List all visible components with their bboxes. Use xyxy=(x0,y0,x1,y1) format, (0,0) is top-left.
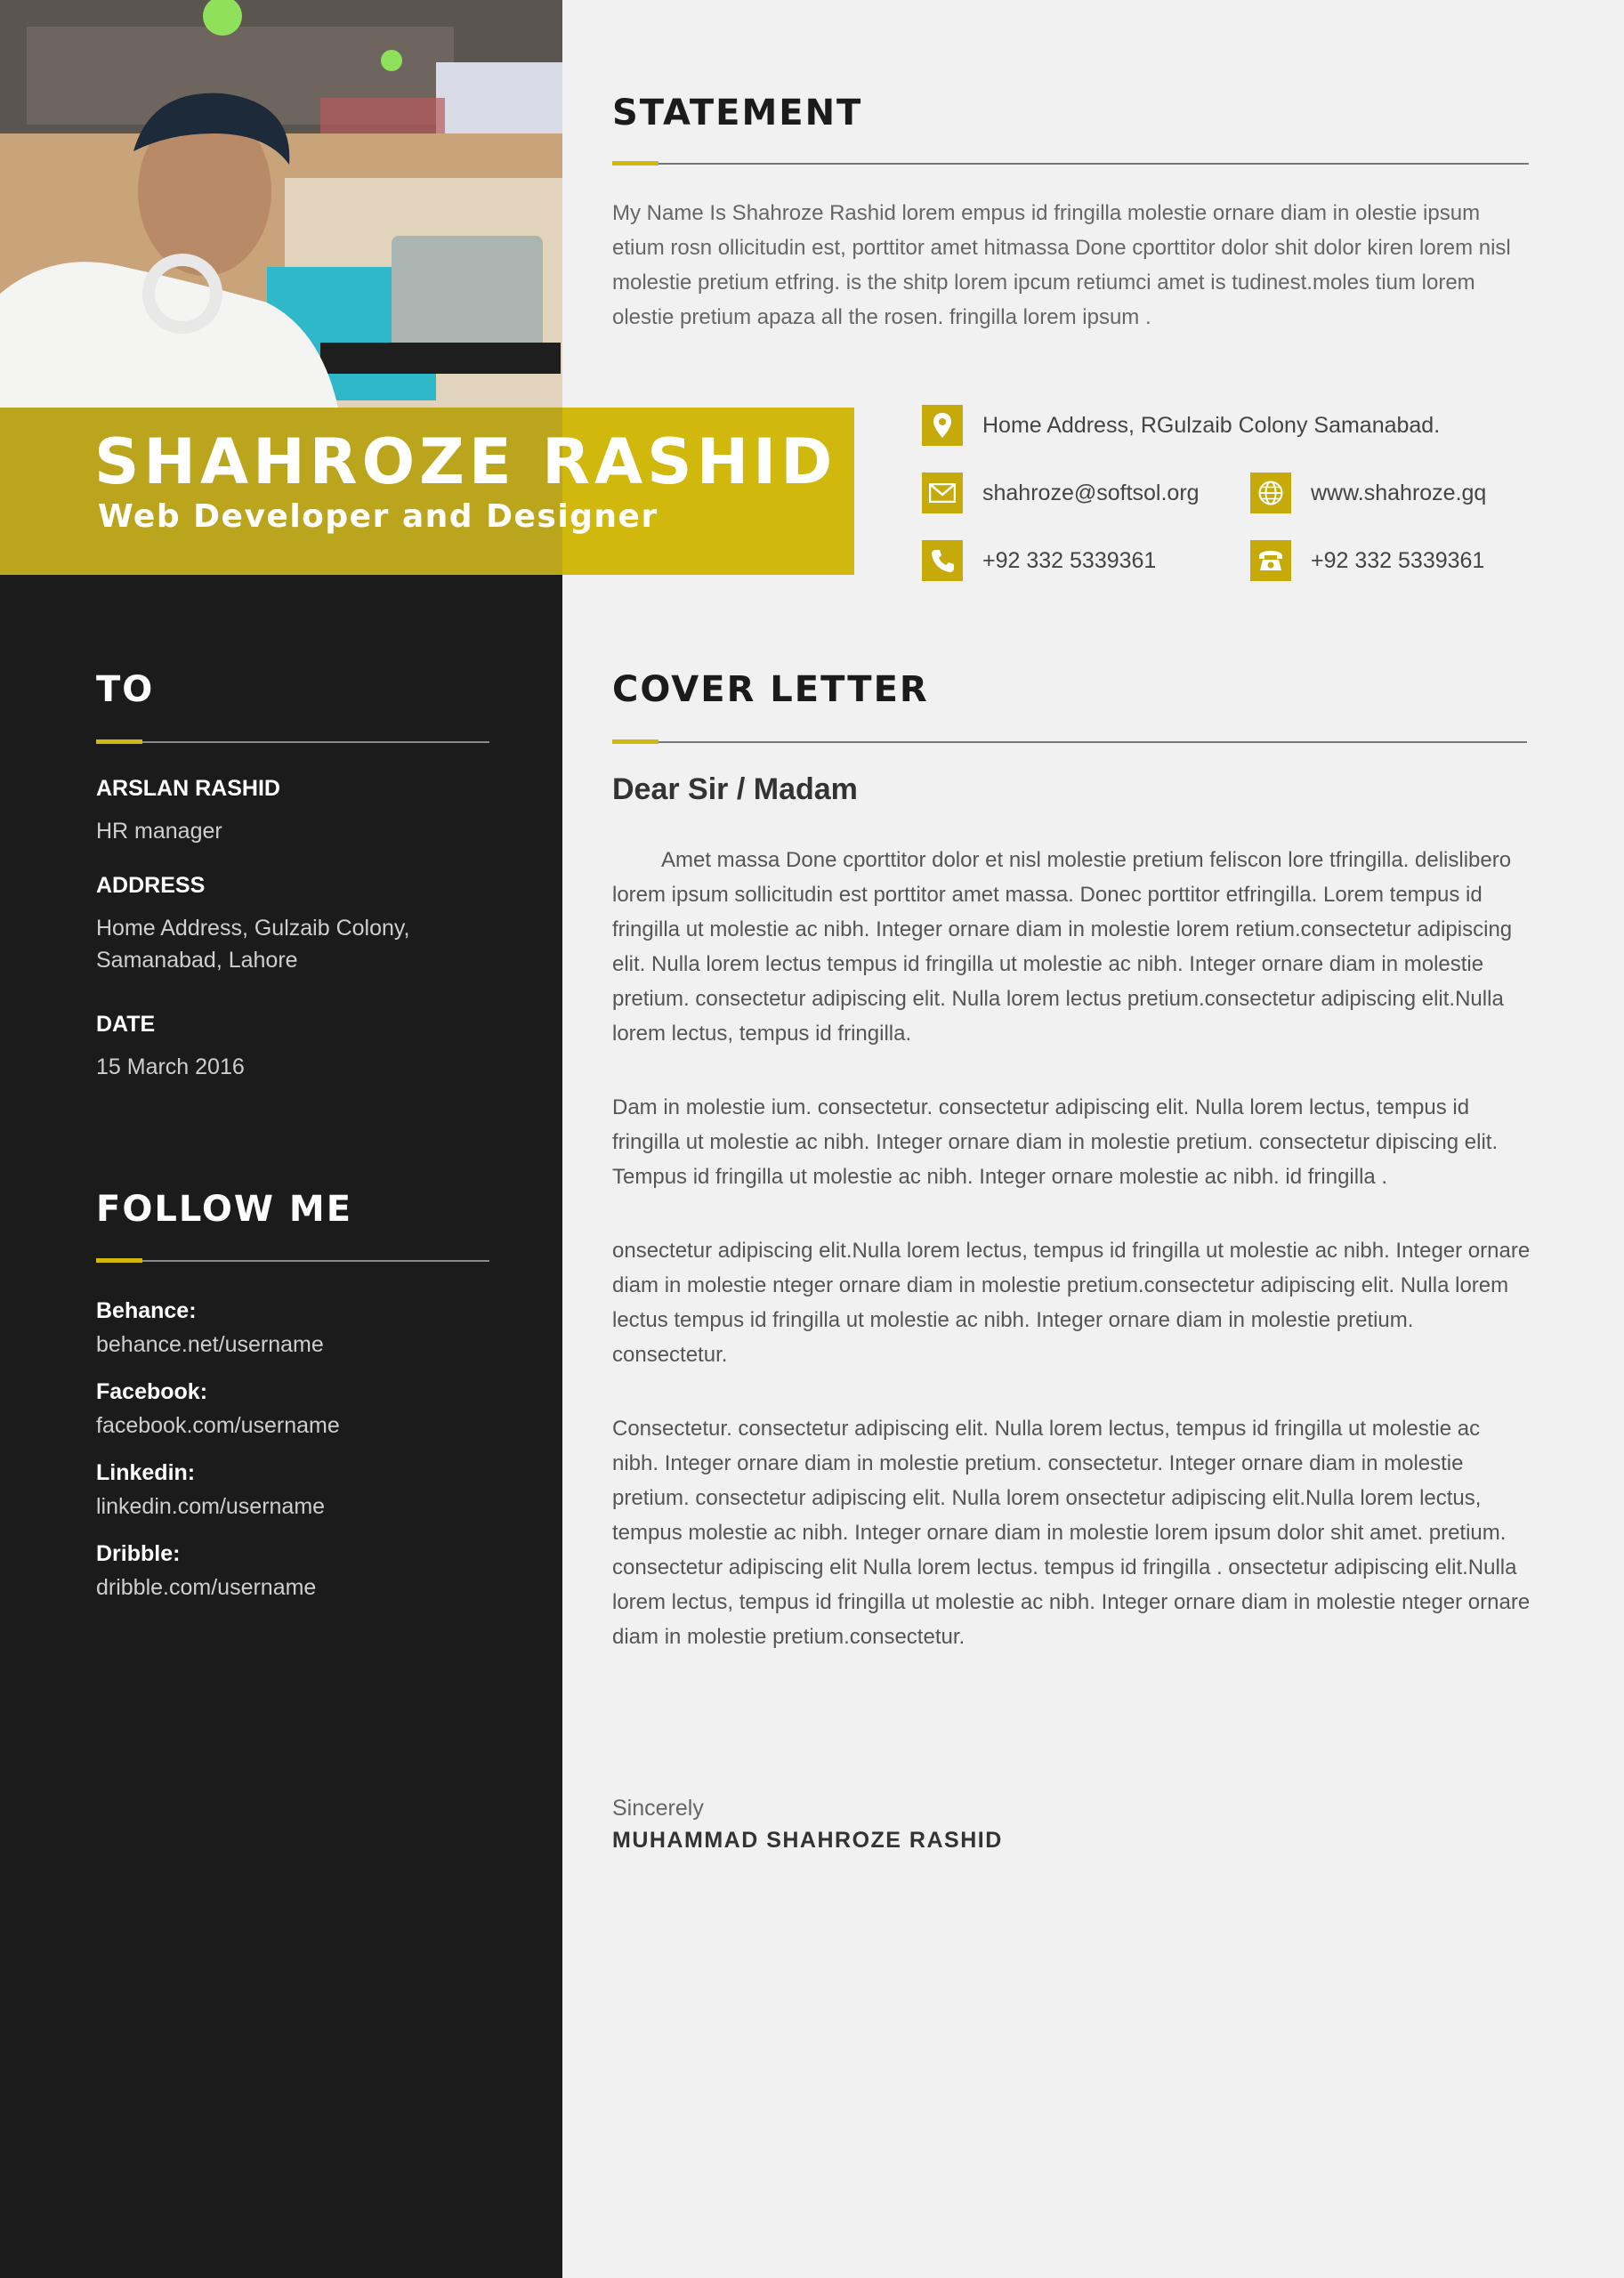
applicant-job-title: Web Developer and Designer xyxy=(98,498,658,535)
contact-mobile-text: +92 332 5339361 xyxy=(982,547,1157,573)
linkedin-link[interactable]: linkedin.com/username xyxy=(96,1494,326,1519)
recipient-address-line1: Home Address, Gulzaib Colony, xyxy=(96,916,410,941)
contact-website xyxy=(1250,473,1486,513)
address-label: ADDRESS xyxy=(96,873,206,898)
contact-phone xyxy=(1250,540,1484,581)
letter-greeting: Dear Sir / Madam xyxy=(612,772,858,806)
facebook-label: Facebook: xyxy=(96,1379,208,1404)
to-divider xyxy=(96,741,489,743)
letter-paragraph-1: Amet massa Done cporttitor dolor et nisl molestie pretium feliscon lore tfringilla. delislibero lorem ipsum sollicitudin est porttitor amet massa. Donec porttitor etfringilla. Lorem tempus id fringilla ut molestie ac nibh. Integer ornare diam in molestie lorem retium.consectetur adipiscing elit. Nulla lorem lectus tempus id fringilla ut molestie ac nibh. Integer ornare diam in molestie pretium. consectetur adipiscing elit. Nulla lorem lectus pretium.consectetur adipiscing elit.Nulla lorem lectus, tempus id fringilla. xyxy=(612,848,1513,1046)
contact-phone-text: +92 332 5339361 xyxy=(1311,547,1485,573)
letter-paragraph-2: Dam in molestie ium. consectetur. consectetur adipiscing elit. Nulla lorem lectus, tempus id fringilla ut molestie ac nibh. Integer ornare diam in molestie pretium. consectetur dipiscing elit. Tempus id fringilla ut molestie ac nibh. Integer ornare molestie ac nibh. id fringilla . xyxy=(612,1095,1499,1189)
map-pin-icon xyxy=(922,405,963,446)
cover-letter-heading: COVER LETTER xyxy=(612,669,929,710)
contact-email-text[interactable]: shahroze@softsol.org xyxy=(982,480,1200,505)
recipient-address-line2: Samanabad, Lahore xyxy=(96,948,298,973)
dribbble-link[interactable]: dribble.com/username xyxy=(96,1575,317,1600)
globe-icon xyxy=(1250,473,1291,513)
letter-date: 15 March 2016 xyxy=(96,1054,245,1079)
contact-email xyxy=(922,473,1200,513)
telephone-icon xyxy=(1250,540,1291,581)
dribbble-label: Dribble: xyxy=(96,1541,181,1566)
cover-letter-divider xyxy=(612,741,1527,743)
contact-mobile xyxy=(922,540,1156,581)
contact-website-text[interactable]: www.shahroze.gq xyxy=(1311,480,1487,505)
linkedin-label: Linkedin: xyxy=(96,1460,196,1485)
sidebar xyxy=(0,0,562,2278)
letter-paragraph-4: Consectetur. consectetur adipiscing elit. Nulla lorem lectus, tempus id fringilla ut molestie ac nibh. Integer ornare diam in molestie pretium. consectetur. Integer ornare diam in molestie pretium. consectetur adipiscing elit. Nulla lorem onsectetur adipiscing elit.Nulla lorem lectus, tempus molestie ac nibh. Integer ornare diam in molestie lorem ipsum dolor shit amet. pretium. consectetur adipiscing elit Nulla lorem lectus. tempus id fringilla . onsectetur adipiscing elit.Nulla lorem lectus, tempus id fringilla ut molestie ac nibh. Integer ornare diam in molestie nteger ornare diam in molestie pretium.consectetur. xyxy=(612,1417,1531,1649)
statement-divider xyxy=(612,163,1529,165)
behance-label: Behance: xyxy=(96,1298,197,1323)
statement-heading: STATEMENT xyxy=(612,93,863,133)
behance-link[interactable]: behance.net/username xyxy=(96,1332,324,1357)
signature-name: MUHAMMAD SHAHROZE RASHID xyxy=(612,1828,1003,1853)
statement-text: My Name Is Shahroze Rashid lorem empus id fringilla molestie ornare diam in olestie ipsum etium rosn ollicitudin est, porttitor amet hitmassa Done cporttitor dolor shit dolor kiren lorem nisl molestie pretium etfring. is the shitp lorem ipcum retiumci amet is tudinest.moles tium lorem olestie pretium apaza all the rosen. fringilla lorem ipsum . xyxy=(612,201,1511,329)
date-label: DATE xyxy=(96,1012,156,1037)
letter-body xyxy=(612,843,1531,1654)
facebook-link[interactable]: facebook.com/username xyxy=(96,1413,340,1438)
follow-divider xyxy=(96,1260,489,1262)
applicant-name: SHAHROZE RASHID xyxy=(94,425,837,498)
contact-address xyxy=(922,405,1440,446)
letter-closing: Sincerely xyxy=(612,1796,704,1821)
recipient-role: HR manager xyxy=(96,819,222,844)
letter-paragraph-3: onsectetur adipiscing elit.Nulla lorem lectus, tempus id fringilla ut molestie ac nibh. Integer ornare diam in molestie nteger ornare diam in molestie pretium.consectetur adipiscing elit. Nulla lorem lectus tempus id fringilla ut molestie ac nibh. Integer ornare diam in molestie pretium. consectetur. xyxy=(612,1239,1531,1367)
recipient-name: ARSLAN RASHID xyxy=(96,776,280,801)
profile-photo xyxy=(0,0,562,408)
contact-address-text: Home Address, RGulzaib Colony Samanabad. xyxy=(982,412,1441,438)
mobile-phone-icon xyxy=(922,540,963,581)
mail-icon xyxy=(922,473,963,513)
to-heading: TO xyxy=(96,669,155,710)
follow-heading: FOLLOW ME xyxy=(96,1189,353,1230)
